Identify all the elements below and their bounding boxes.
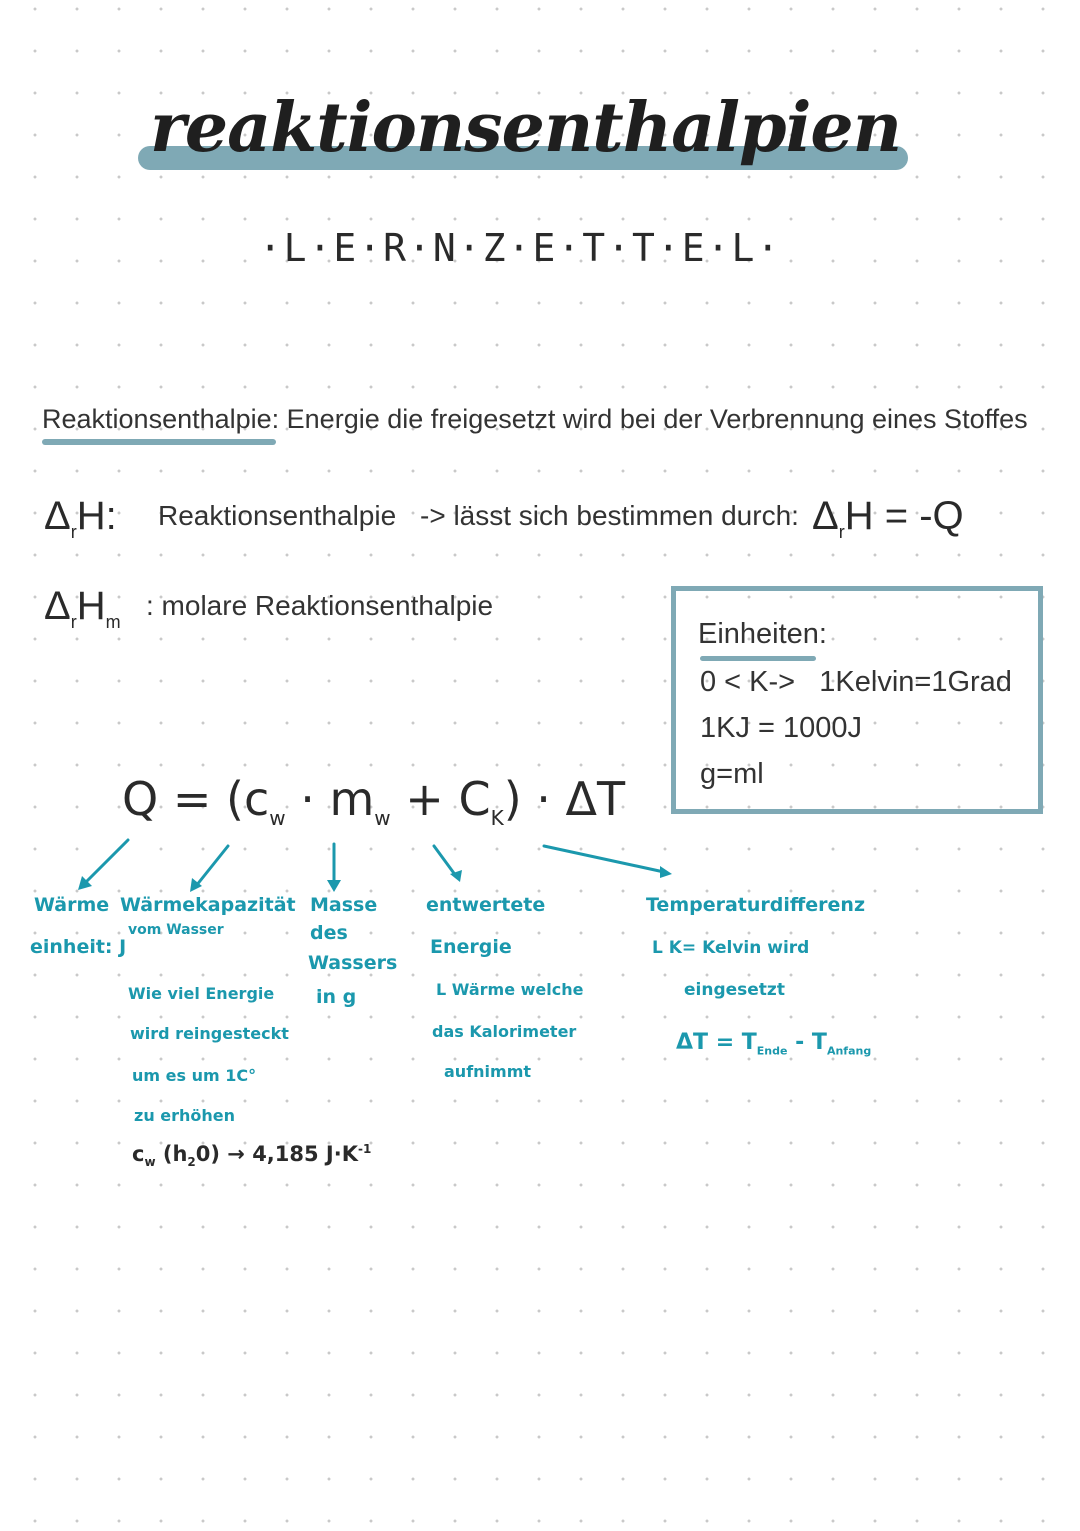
arrow-entwertete — [434, 846, 456, 876]
annotation-eingesetzt: eingesetzt — [684, 980, 785, 1000]
page-title: reaktionsenthalpien — [150, 88, 902, 168]
bestimmen-text: -> lässt sich bestimmen durch: — [420, 500, 799, 531]
arrow-waerme — [84, 840, 128, 884]
enthalpy-equation: $\Delta_rH = -Q$ — [812, 494, 964, 542]
annotation-wieviel-1: Wie viel Energie — [128, 984, 275, 1003]
annotation-einheit: einheit: J — [30, 936, 127, 958]
arrowhead-masse — [327, 880, 341, 892]
annotation-wieviel-3: um es um 1C° — [132, 1066, 257, 1085]
cw-water-value: $c_w$ $(h_20) \to 4,185$ $J\cdot K^{-1}$ — [132, 1142, 372, 1170]
annotation-vom-wasser: vom Wasser — [128, 922, 224, 938]
annotation-temperaturdifferenz: Temperaturdifferenz — [646, 894, 866, 916]
annotation-waermekapazitaet: Wärmekapazität — [120, 894, 296, 916]
delta-t-formula: $\Delta T = T_{Ende} - T_{Anfang}$ — [676, 1030, 872, 1058]
annotation-masse-3: Wassers — [308, 952, 398, 974]
definition-text: Reaktionsenthalpie: Energie die freigesetzt wird bei der Verbrennung eines Stoffes — [42, 404, 1028, 434]
arrow-temperatur — [544, 846, 664, 872]
unit-line-gml: g=ml — [700, 758, 764, 790]
unit-line-kelvin: 0 < K-> 1Kelvin=1Grad — [700, 666, 1012, 698]
annotation-entwertete-2: Energie — [430, 936, 512, 958]
annotation-entwertete-5: aufnimmt — [444, 1062, 532, 1081]
annotation-kelvin: L K= Kelvin wird — [652, 938, 810, 958]
unit-line-kj: 1KJ = 1000J — [700, 712, 863, 744]
annotation-entwertete-3: L Wärme welche — [436, 980, 584, 999]
heat-formula: $Q = (c_w \cdot m_w + C_K) \cdot \Delta T$ — [122, 772, 626, 831]
arrowhead-temperatur — [660, 866, 672, 878]
reaktionsenthalpie-label: Reaktionsenthalpie — [158, 500, 397, 531]
annotation-waerme: Wärme — [34, 894, 110, 916]
annotation-masse-2: des — [310, 922, 348, 944]
units-heading: Einheiten: — [698, 618, 827, 650]
delta-r-h-symbol: $\Delta_rH$: — [44, 494, 117, 542]
annotation-entwertete-4: das Kalorimeter — [432, 1022, 577, 1041]
annotation-masse-1: Masse — [310, 894, 378, 916]
page-subtitle: ·L·E·R·N·Z·E·T·T·E·L· — [258, 226, 782, 270]
molare-reaktionsenthalpie-label: : molare Reaktionsenthalpie — [146, 590, 494, 621]
annotation-wieviel-2: wird reingesteckt — [130, 1024, 289, 1043]
annotation-masse-4: in g — [316, 986, 357, 1008]
annotation-wieviel-4: zu erhöhen — [134, 1106, 236, 1125]
arrow-waermekapazitaet — [196, 846, 228, 886]
delta-r-hm-symbol: $\Delta_rH_m$ — [44, 584, 121, 632]
annotation-entwertete-1: entwertete — [426, 894, 546, 916]
